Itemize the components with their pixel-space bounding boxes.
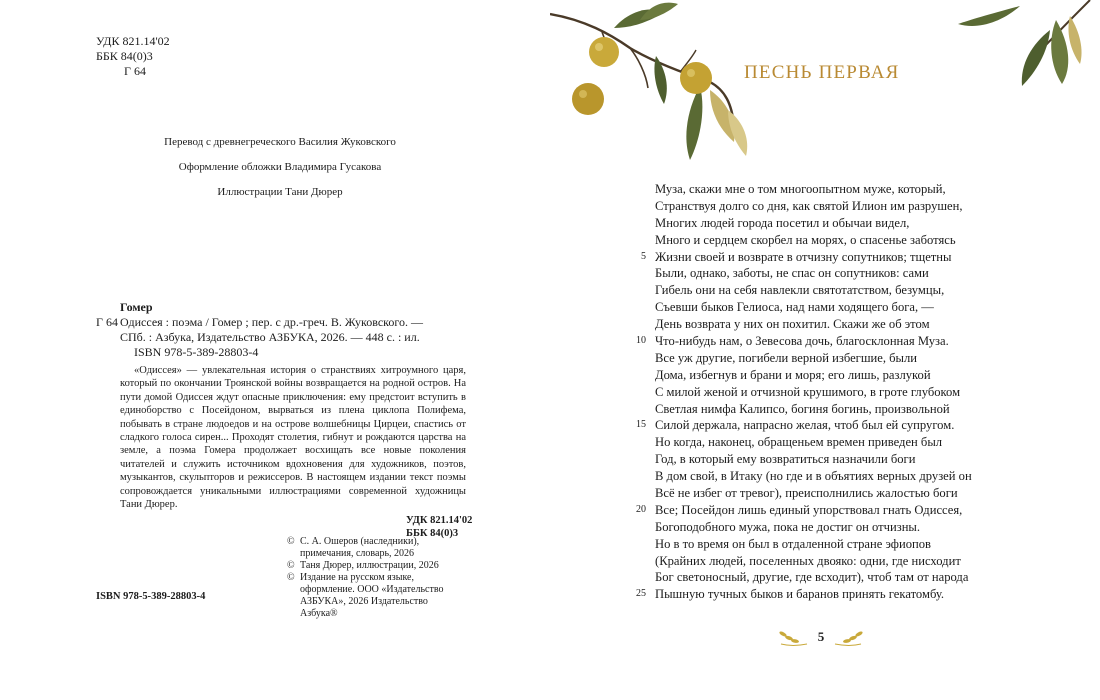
poem-line-text: Силой держала, напрасно желая, чтоб был ей супругом. [655,418,955,433]
line-number: 5 [641,250,646,262]
poem-line [636,333,1090,350]
poem-line [650,350,1090,367]
bibliographic-record [96,300,473,540]
poem-line [641,249,1090,266]
copyright-block [287,536,467,620]
poem-line-text: Гибель они на себя навлекли святотатством, безумцы, [655,283,945,298]
poem-line [650,367,1090,384]
annotation-text: «Одиссея» — увлекательная история о странствиях хитроумного царя, который по окончании Троянской войны возвращается на родной остров. На пути домой Одиссея ждут опасные приключения: ему предстоит вступить в единоборство с Посейдоном, вырваться из плена циклопа Полифема, побывать в стране людоедов и на острове волшебницы Цирцеи, спастись от сладкого голоса сирен... Проходят столетия, гибнут и рождаются царства на земле, а поэма Гомера продолжает восхищать все новые поколения читателей и служить источником вдохновения для художников, поэтов, музыкантов, скульпторов и режиссеров. В настоящем издании текст поэмы сопровождается уникальными иллюстрациями современной художницы Тани Дюрер. [120,365,466,511]
poem-line [650,265,1090,282]
copyright-symbol: © [287,536,295,547]
poem-line-text: Муза, скажи мне о том многоопытном муже, который, [655,182,946,196]
poem-line-text: Были, однако, заботы, не спас он сопутников: сами [655,266,929,281]
poem-line [636,586,1090,603]
poem-line [650,434,1090,451]
poem-line-text: Многих людей города посетил и обычаи видел, [655,215,910,230]
poem-line [650,485,1090,502]
page-number: 5 [817,629,825,644]
poem-line-text: Съевши быков Гелиоса, над нами ходящего бога, — [655,300,934,315]
poem-page [550,0,1100,700]
copyright-symbol: © [287,572,295,583]
poem-line [650,198,1090,215]
poem-line-text: Все; Посейдон лишь единый упорствовал гнать Одиссея, [655,502,963,517]
biblio-udk-line: УДК 821.14'02 [406,515,473,527]
bbk-line: ББК 84(0)3 [96,49,153,63]
page-number-ornament [775,624,867,654]
udk-block [96,34,170,79]
poem-line [650,316,1090,333]
illustrations-credit: Иллюстрации Тани Дюрер [217,186,343,198]
poem-line [650,536,1090,553]
olive-branch-illustration [550,0,1100,200]
poem-line-text: День возврата у них он похитил. Скажи же об этом [655,317,930,332]
poem-line-text: Год, в который ему возвратиться назначили боги [655,452,916,467]
line-number: 20 [636,503,646,515]
line-number: 25 [636,588,646,600]
poem-line-text: Всё не избег от тревог), преисполнились жалостью боги [655,486,958,501]
poem-line-text: Бог светоносный, другие, где всходит), чтоб там от народа [655,570,969,585]
poem-line-text: (Крайних людей, поселенных двояко: одни, где нисходит [655,553,961,568]
biblio-author: Гомер [120,300,153,314]
biblio-bbk-line: ББК 84(0)3 [406,528,459,540]
biblio-publisher-line: СПб. : Азбука, Издательство АЗБУКА, 2026. — 448 с. : ил. [120,330,420,344]
copyright-item [287,536,467,560]
udk-line: УДК 821.14'02 [96,34,170,48]
copyright-text: Издание на русском языке, оформление. ООО «Издательство АЗБУКА», 2026 Издательство Азбука® [300,572,444,619]
copyright-text: Таня Дюрер, иллюстрации, 2026 [300,560,439,571]
poem-line [650,384,1090,401]
poem-line-text: Все уж другие, погибели верной избегшие, были [655,350,918,365]
poem-line [650,282,1090,299]
poem-line [650,519,1090,536]
credits-block [100,136,460,211]
biblio-entry [96,315,466,345]
copyright-text: С. А. Ошеров (наследники), примечания, словарь, 2026 [300,536,420,559]
poem-line-text: В дом свой, в Итаку (но где и в объятиях верных друзей он [655,469,972,484]
poem-line [636,417,1090,434]
cover-design-credit: Оформление обложки Владимира Гусакова [178,161,382,173]
poem-line [650,553,1090,570]
copyright-symbol: © [287,560,295,571]
poem-line-text: Но в то время он был в отдаленной стране эфиопов [655,536,931,551]
poem-line-text: Много и сердцем скорбел на морях, о спасенье заботясь [655,232,956,247]
poem-line [650,451,1090,468]
line-number: 10 [636,335,646,347]
poem-line-text: Но когда, наконец, обращеньем времен приведен был [655,435,943,450]
poem-line-text: Пышную тучных быков и баранов принять гекатомбу. [655,587,945,602]
poem-line-text: Светлая нимфа Калипсо, богиня богинь, произвольной [655,401,950,416]
poem-text [636,181,1090,603]
copyright-item [287,560,467,572]
poem-line-text: Странствуя долго со дня, как святой Илион им разрушен, [655,198,963,213]
poem-line-text: Богоподобного мужа, пока не достиг он отчизны. [655,519,921,534]
biblio-title-line: Одиссея : поэма / Гомер ; пер. с др.-греч. В. Жуковского. — [120,315,424,329]
poem-line [650,468,1090,485]
line-number: 15 [636,419,646,431]
poem-line-text: С милой женой и отчизной крушимого, в гроте глубоком [655,384,961,399]
poem-line [650,569,1090,586]
author-code: Г 64 [124,64,146,78]
poem-line-text: Что-нибудь нам, о Зевесова дочь, благосклонная Муза. [655,334,949,349]
translator-credit: Перевод с древнегреческого Василия Жуковского [164,136,396,148]
poem-line [650,299,1090,316]
annotation [96,364,466,511]
poem-line [650,232,1090,249]
poem-line-text: Жизни своей и возврате в отчизну сопутников; тщетны [655,249,952,264]
poem-line [636,502,1090,519]
copyright-item [287,572,467,620]
biblio-isbn: ISBN 978-5-389-28803-4 [134,345,259,359]
poem-line-text: Дома, избегнув и брани и моря; его лишь, разлукой [655,367,931,382]
biblio-code: Г 64 [96,315,118,329]
poem-line [650,181,1090,198]
poem-line [650,215,1090,232]
canto-title: ПЕСНЬ ПЕРВАЯ [744,62,900,83]
isbn-footer: ISBN 978-5-389-28803-4 [96,591,206,602]
poem-line [650,401,1090,418]
